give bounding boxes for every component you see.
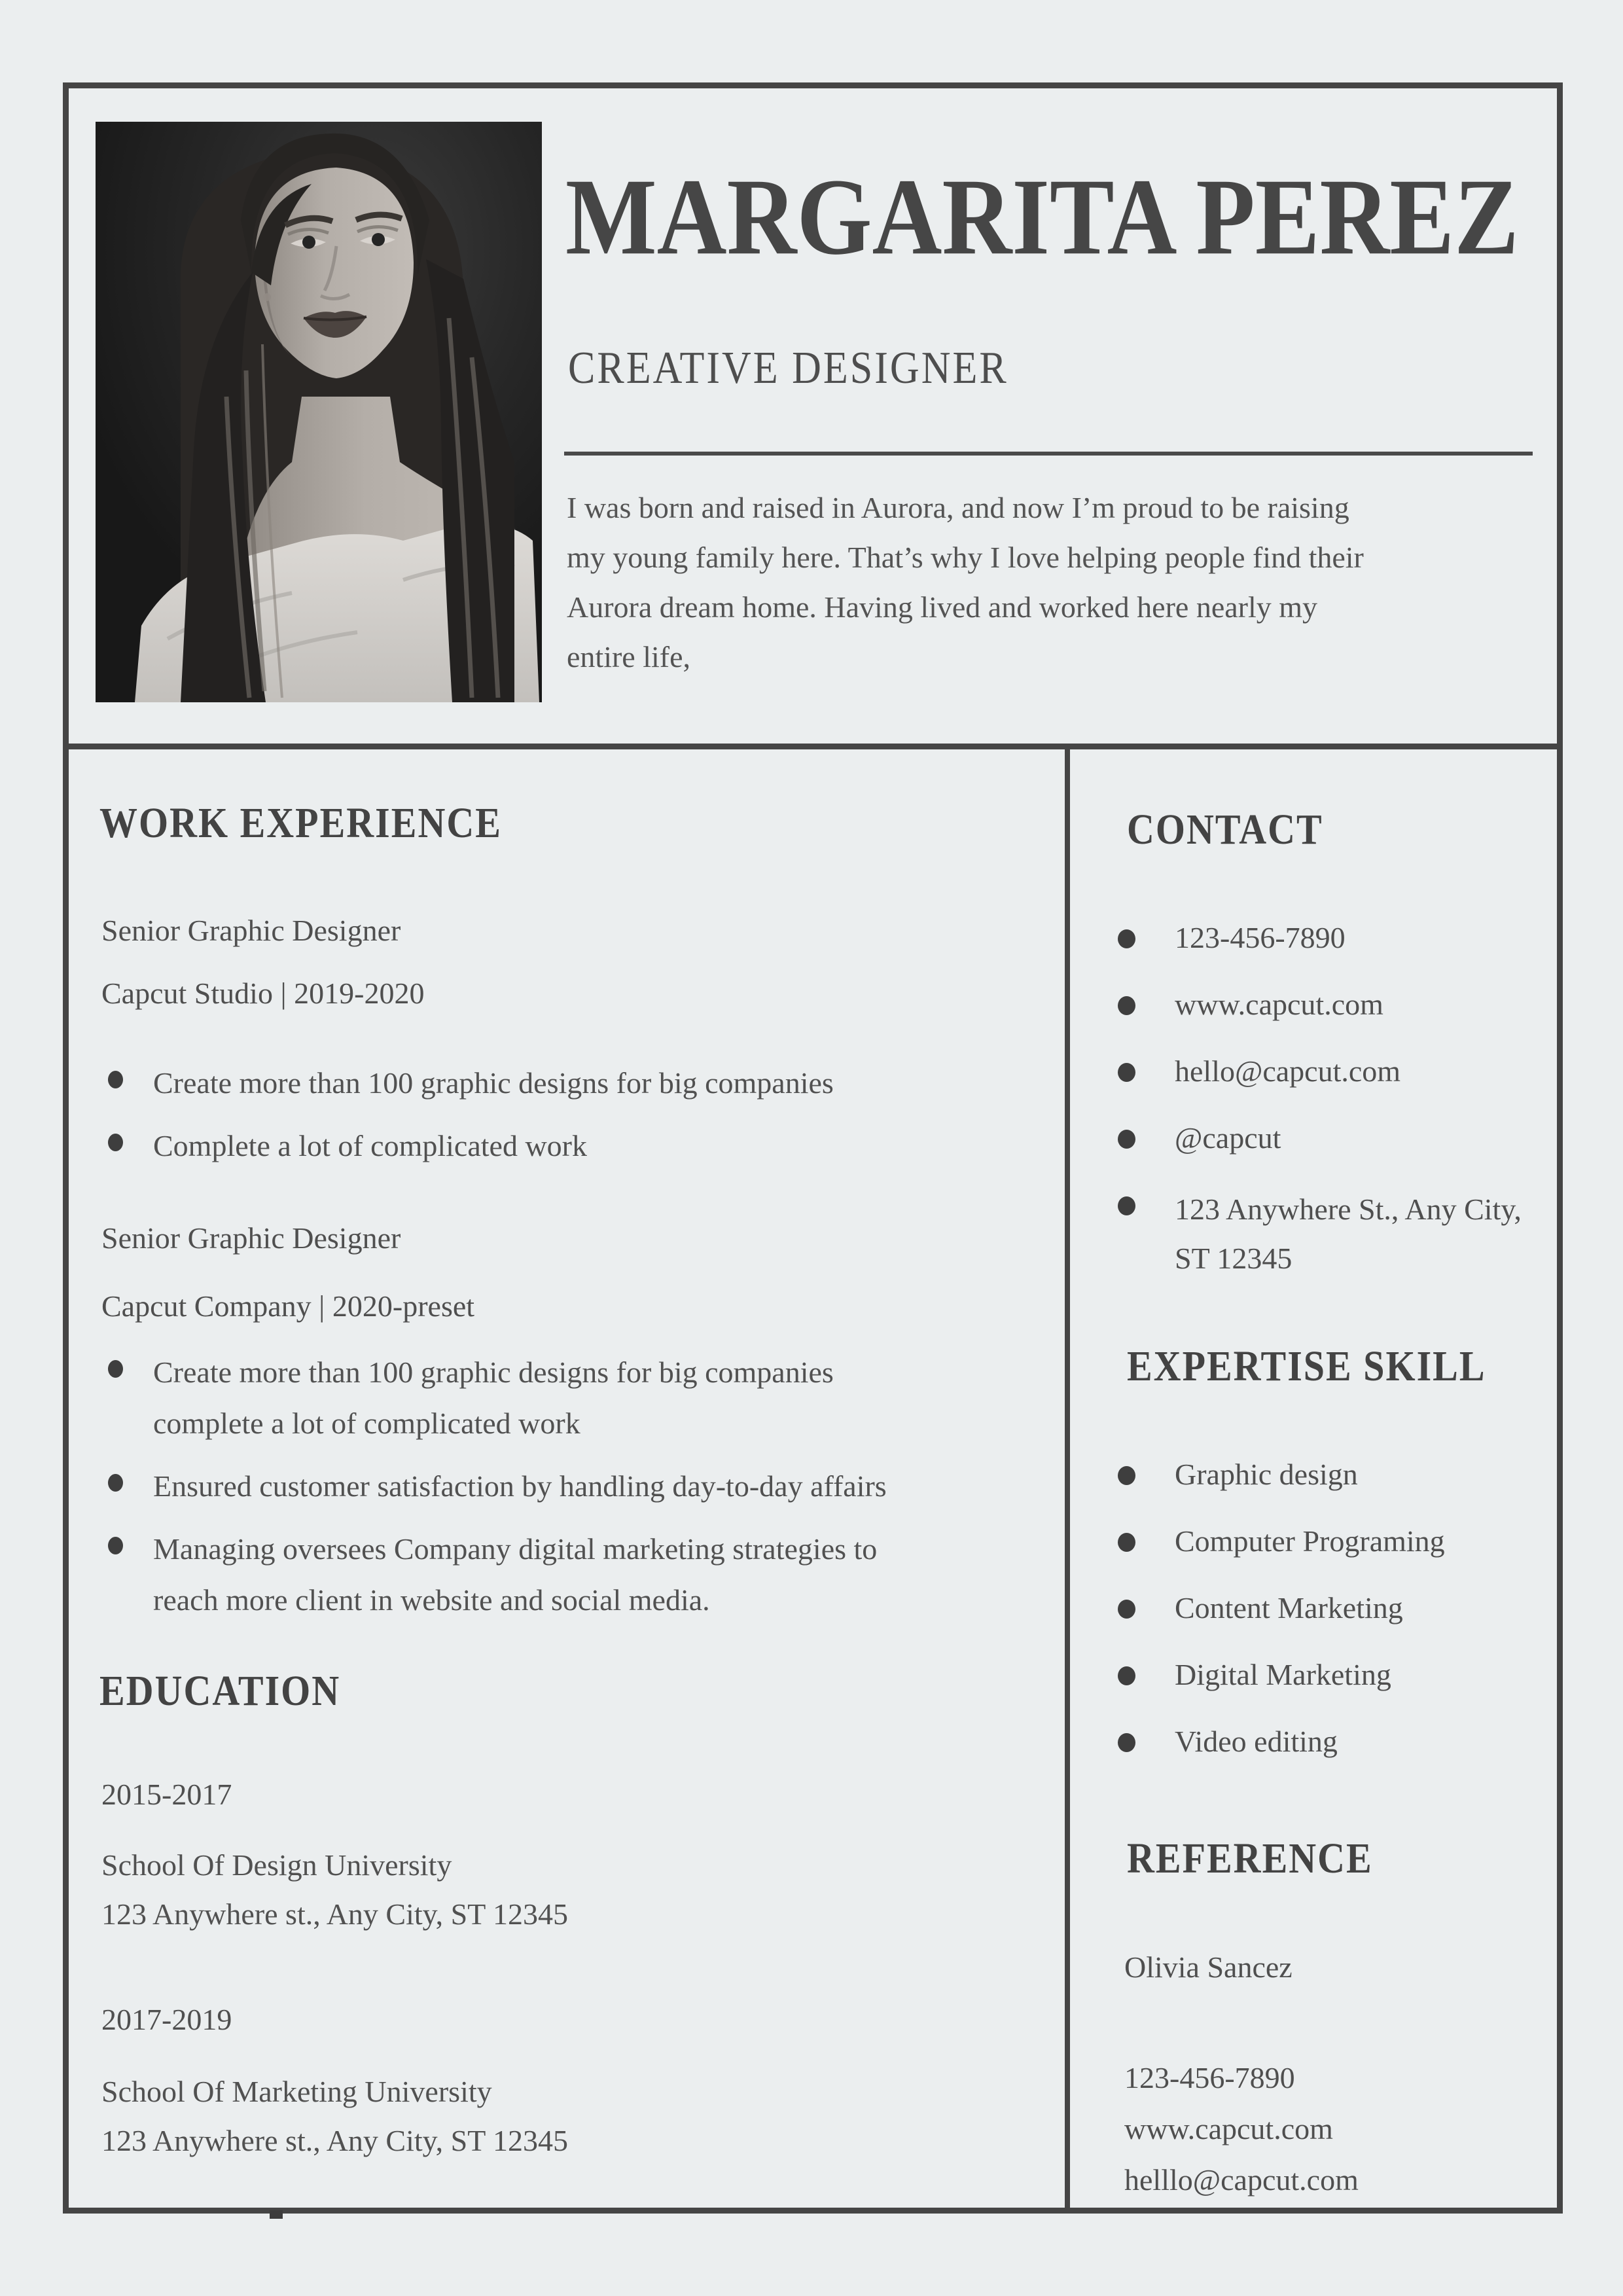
- education-heading-text: EDUCATION: [99, 1666, 341, 1715]
- person-name: [565, 156, 1547, 278]
- bullet-icon: [1118, 1733, 1135, 1752]
- person-role-text: CREATIVE DESIGNER: [568, 343, 1008, 393]
- education-address: 123 Anywhere st., Any City, ST 12345: [101, 2124, 569, 2157]
- contact-text: hello@capcut.com: [1175, 1054, 1401, 1088]
- skill-text: Graphic design: [1175, 1458, 1358, 1491]
- list-item: [101, 1461, 912, 1512]
- bio-paragraph: [567, 483, 1548, 682]
- contact-text: @capcut: [1175, 1121, 1281, 1155]
- section-heading-education: [99, 1666, 341, 1715]
- education-entry: [101, 2067, 568, 2165]
- bio-line: entire life,: [567, 640, 691, 673]
- expertise-heading-text: EXPERTISE SKILL: [1127, 1342, 1486, 1390]
- contact-text: www.capcut.com: [1175, 988, 1383, 1021]
- skill-text: Video editing: [1175, 1725, 1338, 1758]
- reference-phone: 123-456-7890: [1124, 2061, 1295, 2094]
- bio-line: Aurora dream home. Having lived and worked here nearly my: [567, 590, 1318, 624]
- header-rule: [564, 452, 1533, 456]
- reference-name: Olivia Sancez: [1124, 1950, 1293, 1984]
- education-period: 2015-2017: [101, 1778, 232, 1811]
- job-title: Senior Graphic Designer: [101, 1221, 401, 1255]
- bullet-icon: [108, 1537, 123, 1554]
- job-bullet-list: [101, 1347, 912, 1638]
- section-heading-work-experience: [99, 798, 502, 847]
- bullet-text: Managing oversees Company digital marketing strategies to reach more client in website and social media.: [153, 1532, 878, 1617]
- bullet-icon: [1118, 1063, 1135, 1082]
- job-company-period: Capcut Studio | 2019-2020: [101, 977, 425, 1010]
- column-divider-line: [1065, 744, 1070, 2214]
- section-heading-expertise-skill: [1127, 1344, 1486, 1388]
- contact-item-address: [1118, 1185, 1544, 1283]
- skills-list: [1118, 1454, 1445, 1788]
- list-item: [101, 1058, 912, 1109]
- skill-item: [1118, 1655, 1445, 1695]
- bullet-icon: [1118, 1600, 1135, 1619]
- stray-print-mark: [270, 2210, 283, 2219]
- list-item: [101, 1121, 912, 1172]
- contact-item-phone: [1118, 918, 1544, 958]
- header-divider-line: [63, 744, 1563, 749]
- bullet-text: Complete a lot of complicated work: [153, 1129, 587, 1162]
- skill-item: [1118, 1521, 1445, 1562]
- skill-item: [1118, 1454, 1445, 1495]
- job-bullet-list: [101, 1058, 912, 1183]
- skill-item: [1118, 1588, 1445, 1628]
- reference-website: www.capcut.com: [1124, 2112, 1333, 2145]
- job-company-period: Capcut Company | 2020-preset: [101, 1289, 475, 1323]
- contact-item-handle: [1118, 1118, 1544, 1158]
- reference-contact-lines: [1124, 2053, 1359, 2206]
- bullet-icon: [1118, 1533, 1135, 1552]
- bio-line: I was born and raised in Aurora, and now I’m proud to be raising: [567, 491, 1349, 524]
- contact-item-website: [1118, 984, 1544, 1025]
- bio-line: my young family here. That’s why I love helping people find their: [567, 541, 1364, 574]
- reference-heading-text: REFERENCE: [1127, 1834, 1373, 1882]
- skill-text: Digital Marketing: [1175, 1658, 1391, 1691]
- contact-text: 123 Anywhere St., Any City, ST 12345: [1175, 1193, 1522, 1275]
- bullet-text: Create more than 100 graphic designs for big companies complete a lot of complicated work: [153, 1355, 834, 1440]
- bullet-icon: [108, 1071, 123, 1088]
- education-period: 2017-2019: [101, 2003, 232, 2036]
- education-entry: [101, 1840, 568, 1939]
- skill-item: [1118, 1721, 1445, 1762]
- education-school: School Of Design University: [101, 1848, 452, 1882]
- portrait-illustration: [96, 122, 542, 702]
- section-heading-contact: [1127, 805, 1323, 853]
- bullet-icon: [1118, 1666, 1135, 1685]
- skill-text: Content Marketing: [1175, 1591, 1403, 1624]
- contact-item-email: [1118, 1051, 1544, 1092]
- section-heading-reference: [1127, 1834, 1373, 1882]
- reference-email: helllo@capcut.com: [1124, 2163, 1359, 2197]
- person-role: [568, 343, 1008, 393]
- job-title: Senior Graphic Designer: [101, 914, 401, 947]
- bullet-icon: [1118, 1130, 1135, 1149]
- contact-heading-text: CONTACT: [1127, 805, 1323, 853]
- list-item: [101, 1347, 912, 1449]
- list-item: [101, 1524, 912, 1626]
- work-heading-text: WORK EXPERIENCE: [99, 798, 502, 847]
- bullet-text: Ensured customer satisfaction by handling day-to-day affairs: [153, 1469, 887, 1503]
- bullet-icon: [108, 1474, 123, 1492]
- contact-list: [1118, 918, 1544, 1309]
- person-name-text: MARGARITA PEREZ: [565, 156, 1519, 278]
- education-school: School Of Marketing University: [101, 2075, 492, 2108]
- education-address: 123 Anywhere st., Any City, ST 12345: [101, 1897, 569, 1931]
- bullet-text: Create more than 100 graphic designs for big companies: [153, 1066, 834, 1100]
- contact-text: 123-456-7890: [1175, 921, 1346, 954]
- bullet-icon: [1118, 1466, 1135, 1485]
- bullet-icon: [1118, 929, 1135, 948]
- bullet-icon: [1118, 996, 1135, 1015]
- profile-photo: [96, 122, 542, 702]
- bullet-icon: [108, 1134, 123, 1151]
- bullet-icon: [1118, 1196, 1135, 1215]
- bullet-icon: [108, 1360, 123, 1378]
- skill-text: Computer Programing: [1175, 1524, 1445, 1558]
